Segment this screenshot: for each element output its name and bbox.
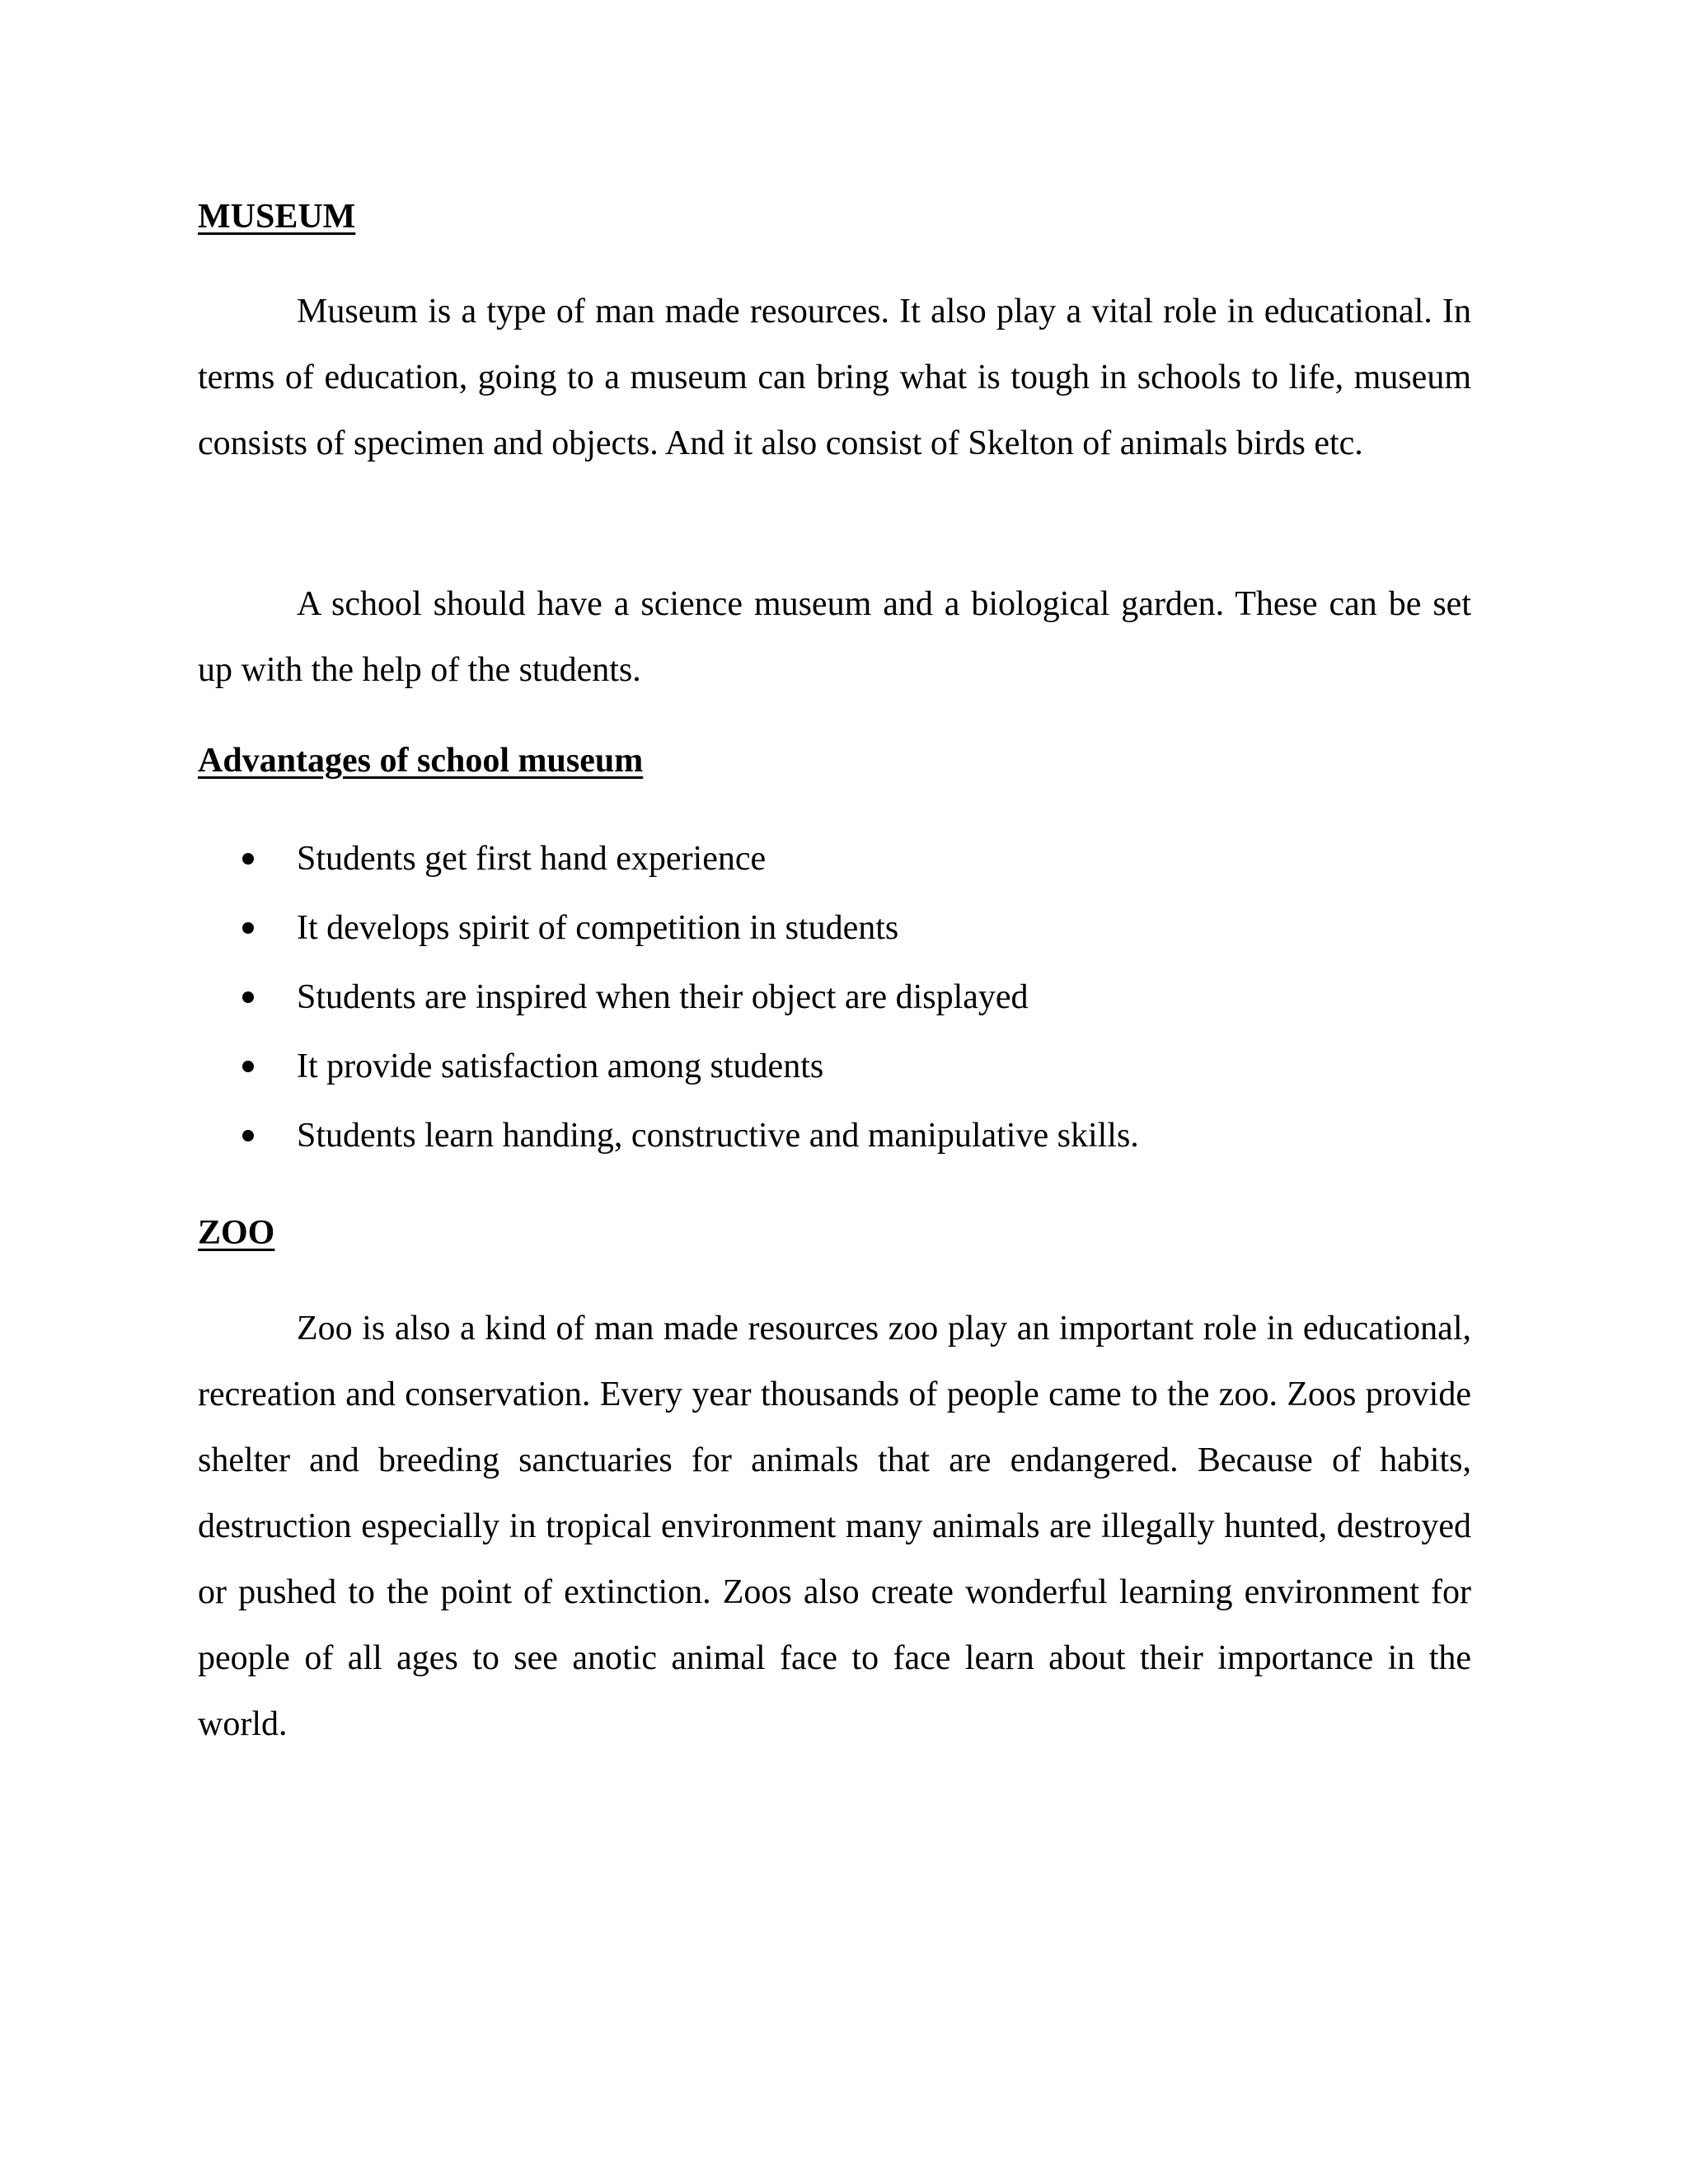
list-item-text: Students learn handing, constructive and manipulative skills. (297, 1117, 1139, 1155)
list-item-text: Students get first hand experience (297, 840, 767, 878)
bullet-icon (242, 1130, 254, 1141)
bullet-icon (242, 922, 254, 934)
bullet-icon (242, 991, 254, 1003)
advantages-list (198, 824, 1471, 1170)
list-item (198, 893, 1471, 963)
museum-paragraph-2: A school should have a science museum and a biological garden. These can be set up with the help of the students. (198, 585, 1471, 689)
list-item (198, 1032, 1471, 1101)
bullet-icon (242, 1061, 254, 1072)
museum-heading: MUSEUM (198, 198, 356, 236)
bullet-icon (242, 853, 254, 865)
zoo-heading: ZOO (198, 1214, 275, 1252)
list-item (198, 963, 1471, 1032)
list-item-text: It provide satisfaction among students (297, 1047, 824, 1085)
list-item (198, 824, 1471, 893)
list-item-text: Students are inspired when their object are displayed (297, 978, 1029, 1016)
advantages-heading: Advantages of school museum (198, 742, 644, 780)
list-item-text: It develops spirit of competition in students (297, 909, 899, 947)
museum-paragraph-1: Museum is a type of man made resources. It also play a vital role in educational. In terms of education, going to a museum can bring what is tough in schools to life, museum consists of specimen and objects. And it also consist of Skelton of animals birds etc. (198, 293, 1471, 462)
zoo-paragraph: Zoo is also a kind of man made resources zoo play an important role in educational, recreation and conservation. Every year thousands of people came to the zoo. Zoos provide shelter and breeding sanctuaries for animals that are endangered. Because of habits, destruction especially in tropical environment many animals are illegally hunted, destroyed or pushed to the point of extinction. Zoos also create wonderful learning environment for people of all ages to see anotic animal face to face learn about their importance in the world. (198, 1310, 1471, 1743)
list-item (198, 1101, 1471, 1170)
